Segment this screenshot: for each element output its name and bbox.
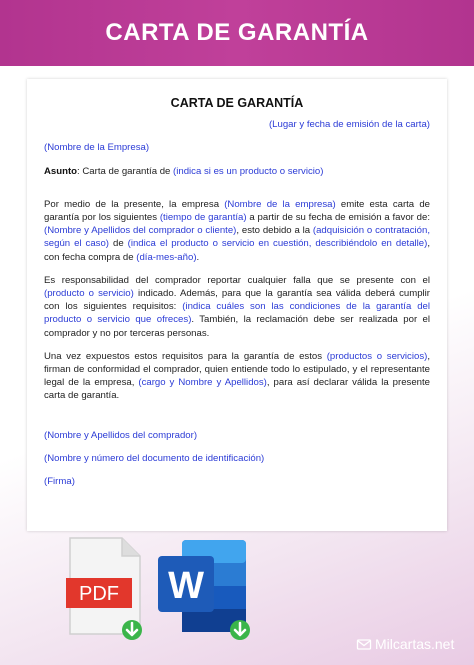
buyer-name-placeholder: (Nombre y Apellidos del comprador)	[44, 429, 198, 441]
brand-name: Milcartas.net	[375, 636, 455, 652]
subject-label: Asunto	[44, 165, 78, 177]
paragraph-1	[44, 198, 430, 264]
subject-line	[44, 165, 430, 178]
paragraph-3	[44, 350, 430, 403]
p1-text-3: a partir de su fecha de emisión a favor de:	[246, 212, 431, 224]
p1-placeholder-5: (indica el producto o servicio en cuestión, describiéndolo en detalle)	[127, 238, 428, 250]
signature-placeholder: (Firma)	[44, 476, 75, 488]
place-date-placeholder: (Lugar y fecha de emisión de la carta)	[268, 119, 430, 131]
id-document-placeholder: (Nombre y número del documento de identificación)	[44, 452, 265, 464]
p2-placeholder-2: (indica cuáles son las condiciones de la garantía del producto o servicio que ofreces)	[44, 301, 430, 326]
banner-title: CARTA DE GARANTÍA	[105, 19, 369, 46]
p2-text-2: indicado. Además, para que la garantía sea válida deberá cumplir con los siguientes requisitos:	[44, 288, 430, 313]
header-banner	[0, 0, 474, 66]
download-arrow-icon[interactable]	[230, 620, 250, 640]
word-file-icon[interactable]	[156, 534, 256, 646]
p1-text-1: Por medio de la presente, la empresa	[44, 198, 225, 210]
document-title: CARTA DE GARANTÍA	[170, 96, 304, 110]
envelope-icon	[356, 636, 372, 652]
paragraph-2	[44, 274, 430, 340]
p1-text-6: , con fecha compra de	[44, 238, 430, 263]
word-label: W	[168, 565, 204, 607]
p1-placeholder-2: (tiempo de garantía)	[159, 212, 247, 224]
p3-placeholder-2: (cargo y Nombre y Apellidos)	[138, 377, 267, 389]
p2-text-1: Es responsabilidad del comprador reportar cualquier falla que se presente con el	[44, 274, 430, 286]
p1-placeholder-6: (día-mes-año)	[136, 251, 197, 263]
brand-watermark	[356, 636, 454, 652]
p1-placeholder-1: (Nombre de la empresa)	[224, 198, 336, 210]
p3-text-3: , para así declarar válida la presente carta de garantía.	[44, 377, 431, 402]
p2-placeholder-1: (producto o servicio)	[44, 288, 134, 300]
pdf-file-icon[interactable]	[66, 534, 146, 646]
company-placeholder: (Nombre de la Empresa)	[44, 142, 150, 154]
p3-placeholder-1: (productos o servicios)	[326, 350, 428, 362]
p2-text-3: . También, la reclamación debe ser realizada por el comprador y no por terceras personas.	[44, 314, 430, 339]
document-page	[27, 79, 447, 531]
p1-placeholder-3: (Nombre y Apellidos del comprador o cliente)	[44, 225, 237, 237]
subject-placeholder: (indica si es un producto o servicio)	[173, 165, 324, 177]
p3-text-1: Una vez expuestos estos requisitos para la garantía de estos	[44, 350, 327, 362]
p1-text-2: emite esta carta de garantía por los siguientes	[44, 198, 430, 224]
p3-text-2: , firman de conformidad el comprador, quien entiende todo lo estipulado, y el representante legal de la empresa,	[44, 350, 430, 389]
p1-text-4: , esto debido a la	[236, 225, 313, 237]
pdf-label: PDF	[79, 583, 119, 605]
p1-text-5: de	[109, 238, 128, 250]
download-arrow-icon[interactable]	[122, 620, 142, 640]
p1-text-7: .	[196, 251, 200, 263]
p1-placeholder-4: (adquisición o contratación, según el caso)	[44, 225, 430, 250]
download-icons	[66, 534, 286, 646]
subject-text: : Carta de garantía de	[77, 165, 174, 177]
